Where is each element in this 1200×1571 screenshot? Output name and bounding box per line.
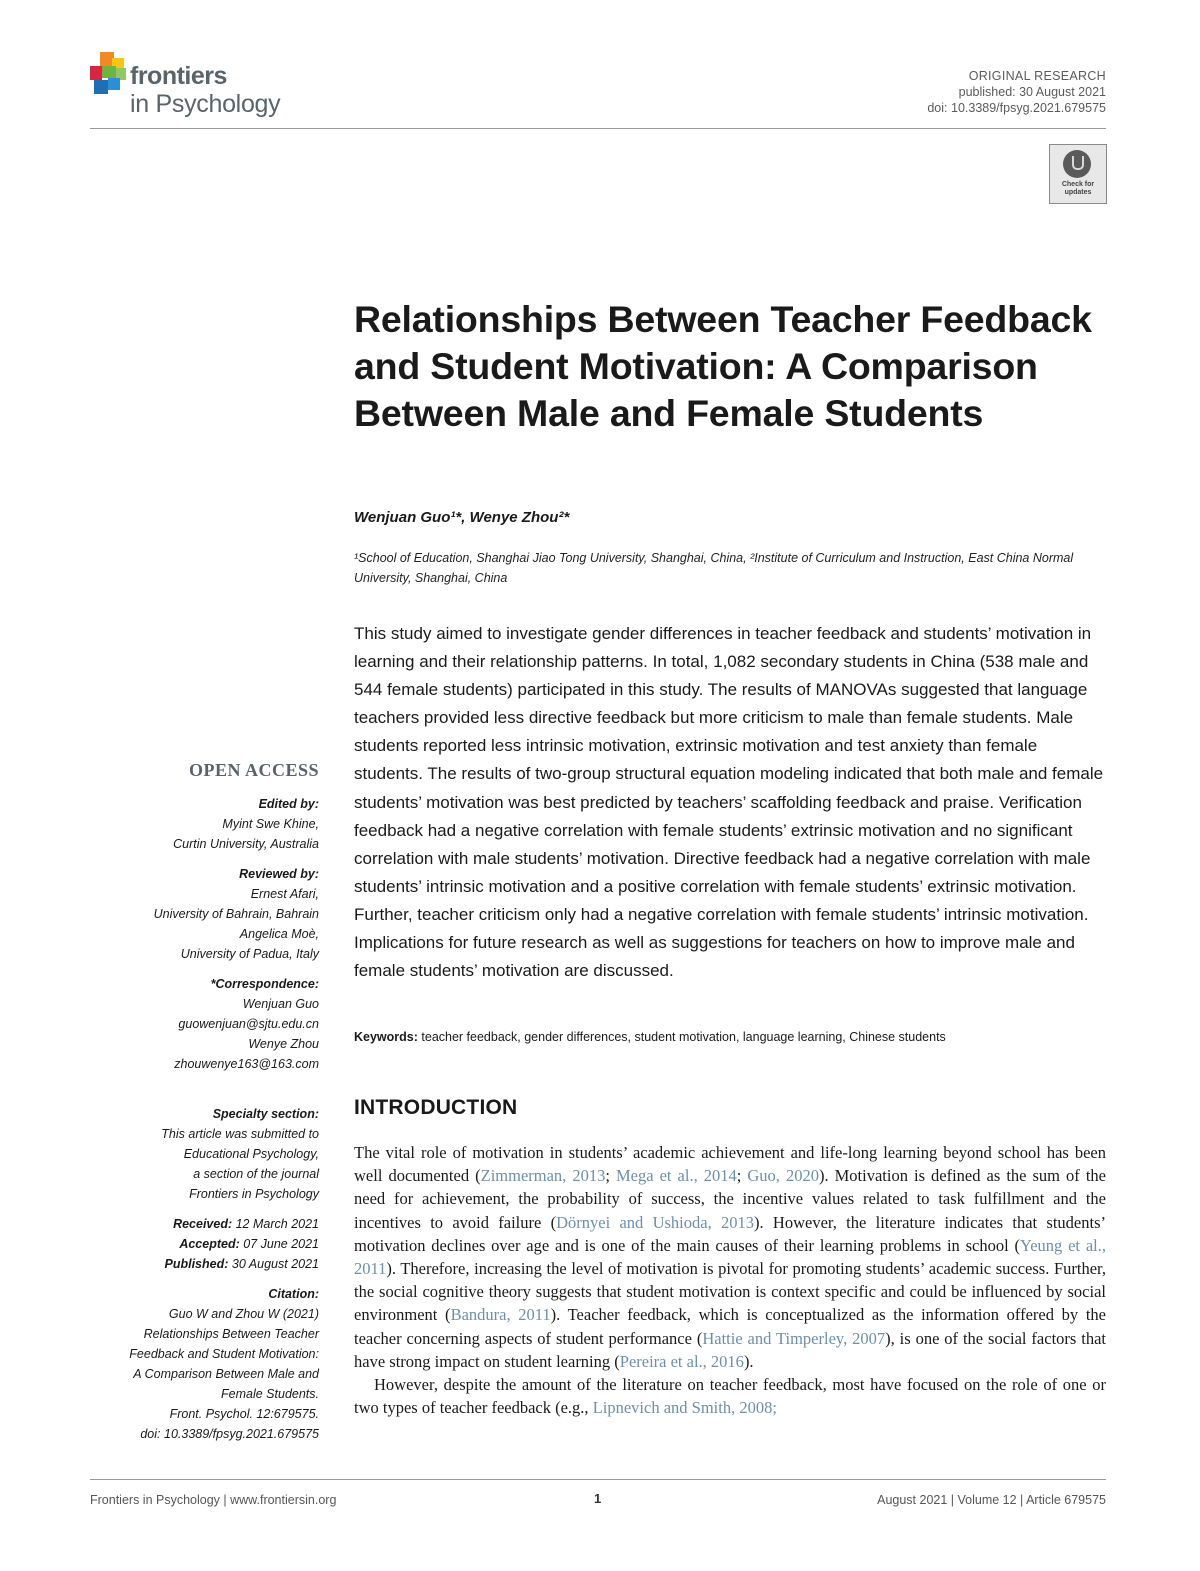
article-title: Relationships Between Teacher Feedback and Student Motivation: A Comparison Between Male and Female Students bbox=[354, 298, 1092, 434]
reviewed-by-label: Reviewed by: bbox=[239, 867, 319, 881]
editor-affiliation: Curtin University, Australia bbox=[173, 837, 319, 851]
paragraph-text: ; bbox=[605, 1166, 616, 1186]
accepted-label: Accepted: bbox=[179, 1237, 240, 1251]
specialty-line: This article was submitted to bbox=[161, 1127, 319, 1141]
received-value: 12 March 2021 bbox=[235, 1217, 319, 1231]
footer-issue-info: August 2021 | Volume 12 | Article 679575 bbox=[877, 1493, 1106, 1507]
section-heading-introduction: INTRODUCTION bbox=[354, 1096, 518, 1119]
article-info-sidebar bbox=[79, 760, 319, 1454]
abstract: This study aimed to investigate gender differences in teacher feedback and students’ motivation in learning and their relationship patterns. In total, 1,082 secondary students in China (538 male and 544 female students) participated in this study. The results of MANOVAs suggested that language teachers provided less directive feedback but more criticism to male than female students. Male students reported less intrinsic motivation, extrinsic motivation and test anxiety than female students. The results of two-group structural equation modeling indicated that both male and female students’ motivation was best predicted by teachers’ scaffolding feedback and praise. Verification feedback had a negative correlation with female students’ extrinsic motivation and no significant correlation with male students’ motivation. Directive feedback had a negative correlation with male students’ intrinsic motivation and a positive correlation with female students’ extrinsic motivation. Further, teacher criticism only had a negative correlation with female students’ intrinsic motivation. Implications for future research as well as suggestions for teachers on how to improve male and female students’ motivation are discussed. bbox=[354, 624, 1104, 981]
paragraph-text: ; bbox=[736, 1166, 748, 1186]
received-date bbox=[79, 1214, 319, 1234]
introduction-paragraph bbox=[354, 1141, 1106, 1373]
journal-logo[interactable] bbox=[90, 52, 320, 122]
frontiers-logo-icon bbox=[90, 52, 130, 96]
article-type: ORIGINAL RESEARCH bbox=[968, 69, 1106, 83]
citation-link[interactable]: Yeung et al., 2011 bbox=[354, 1235, 1106, 1279]
author-list[interactable]: Wenjuan Guo¹*, Wenye Zhou²* bbox=[354, 509, 570, 526]
introduction-body bbox=[354, 1141, 1106, 1419]
keywords-label: Keywords: bbox=[354, 1030, 418, 1044]
citation-line: Guo W and Zhou W (2021) bbox=[168, 1307, 319, 1321]
edited-by-label: Edited by: bbox=[258, 797, 319, 811]
citation-line: Feedback and Student Motivation: bbox=[129, 1347, 319, 1361]
citation-link[interactable]: Zimmerman, 2013 bbox=[480, 1166, 606, 1186]
citation-label: Citation: bbox=[268, 1287, 319, 1301]
brand-name: frontiers bbox=[130, 62, 227, 90]
citation-line: A Comparison Between Male and bbox=[133, 1367, 319, 1381]
received-label: Received: bbox=[173, 1217, 233, 1231]
published-value: 30 August 2021 bbox=[231, 1257, 319, 1271]
dates-block bbox=[79, 1214, 319, 1274]
citation-doi[interactable]: doi: 10.3389/fpsyg.2021.679575 bbox=[140, 1427, 319, 1441]
citation-link[interactable]: Guo, 2020 bbox=[747, 1166, 819, 1186]
paragraph-text: ). However, the literature indicates that students’ motivation declines over age and is one of the main causes of their learning problems in school ( bbox=[354, 1212, 1107, 1255]
accepted-value: 07 June 2021 bbox=[243, 1237, 319, 1251]
correspondent-email[interactable]: zhouwenye163@163.com bbox=[174, 1057, 319, 1071]
citation-link[interactable]: Pereira et al., 2016 bbox=[619, 1351, 744, 1371]
reviewer-affiliation: University of Padua, Italy bbox=[180, 947, 319, 961]
specialty-label: Specialty section: bbox=[212, 1107, 319, 1121]
edited-by-block bbox=[79, 794, 319, 854]
keywords bbox=[354, 1030, 1114, 1044]
reviewer-name[interactable]: Angelica Moè, bbox=[239, 927, 319, 941]
paragraph-text: ), is one of the social factors that have strong impact on student learning ( bbox=[354, 1328, 1106, 1371]
accepted-date bbox=[79, 1234, 319, 1254]
paragraph-text: ). bbox=[743, 1351, 754, 1371]
paragraph-text: However, despite the amount of the literature on teacher feedback, most have focused on the role of one or two types of teacher feedback (e.g., bbox=[354, 1375, 1106, 1418]
paragraph-text: ). Motivation is defined as the sum of the need for achievement, the probability of success, the incentive values related to task fulfillment and the incentives to avoid failure ( bbox=[354, 1166, 1106, 1232]
journal-name: in Psychology bbox=[130, 90, 281, 118]
correspondent-email[interactable]: guowenjuan@sjtu.edu.cn bbox=[178, 1017, 319, 1031]
correspondent-name: Wenye Zhou bbox=[248, 1037, 319, 1051]
footer-divider bbox=[90, 1479, 1106, 1480]
correspondent-name: Wenjuan Guo bbox=[242, 997, 319, 1011]
keywords-text: teacher feedback, gender differences, student motivation, language learning, Chinese students bbox=[421, 1030, 946, 1044]
check-for-updates-badge[interactable] bbox=[1049, 144, 1107, 204]
header-divider bbox=[90, 128, 1106, 129]
citation-line: Front. Psychol. 12:679575. bbox=[169, 1407, 319, 1421]
published-date: published: 30 August 2021 bbox=[958, 85, 1106, 99]
reviewer-name[interactable]: Ernest Afari, bbox=[250, 887, 319, 901]
citation-block bbox=[79, 1284, 319, 1444]
reviewed-by-block bbox=[79, 864, 319, 964]
open-access-label: OPEN ACCESS bbox=[188, 760, 319, 780]
reviewer-affiliation: University of Bahrain, Bahrain bbox=[153, 907, 319, 921]
article-meta bbox=[927, 68, 1106, 116]
article-doi[interactable]: doi: 10.3389/fpsyg.2021.679575 bbox=[927, 101, 1106, 115]
specialty-line: a section of the journal bbox=[193, 1167, 319, 1181]
correspondence-block bbox=[79, 974, 319, 1074]
published-date-sidebar bbox=[79, 1254, 319, 1274]
specialty-line: Frontiers in Psychology bbox=[189, 1187, 319, 1201]
citation-link[interactable]: Dörnyei and Ushioda, 2013 bbox=[556, 1212, 755, 1232]
correspondence-label: *Correspondence: bbox=[210, 977, 319, 991]
paragraph-text: The vital role of motivation in students’ academic achievement and life-long learning beyond school has been well documented ( bbox=[354, 1143, 1106, 1186]
specialty-line: Educational Psychology, bbox=[183, 1147, 319, 1161]
introduction-paragraph bbox=[354, 1373, 1106, 1419]
citation-link[interactable]: Mega et al., 2014 bbox=[615, 1166, 737, 1186]
citation-link[interactable]: Bandura, 2011 bbox=[450, 1305, 551, 1325]
published-label: Published: bbox=[164, 1257, 229, 1271]
page-number: 1 bbox=[594, 1491, 602, 1506]
updates-icon bbox=[1063, 150, 1091, 178]
affiliations: ¹School of Education, Shanghai Jiao Tong University, Shanghai, China, ²Institute of Curriculum and Instruction, East China Normal University, Shanghai, China bbox=[354, 551, 1074, 585]
citation-link[interactable]: Lipnevich and Smith, 2008; bbox=[592, 1398, 777, 1418]
footer-journal-link[interactable]: Frontiers in Psychology | www.frontiersin.org bbox=[90, 1493, 337, 1507]
citation-line: Relationships Between Teacher bbox=[143, 1327, 319, 1341]
editor-name[interactable]: Myint Swe Khine, bbox=[222, 817, 319, 831]
specialty-section-block bbox=[79, 1104, 319, 1204]
paragraph-text: ). Therefore, increasing the level of motivation is pivotal for promoting students’ academic success. Further, the social cognitive theory suggests that student motivation is context specific and could be influenced by social environment ( bbox=[354, 1259, 1106, 1325]
citation-link[interactable]: Hattie and Timperley, 2007 bbox=[702, 1328, 886, 1348]
citation-line: Female Students. bbox=[221, 1387, 319, 1401]
paragraph-text: ). Teacher feedback, which is conceptualized as the information offered by the teacher concerning aspects of student performance ( bbox=[354, 1305, 1106, 1348]
updates-label: Check for updates bbox=[1061, 181, 1095, 196]
